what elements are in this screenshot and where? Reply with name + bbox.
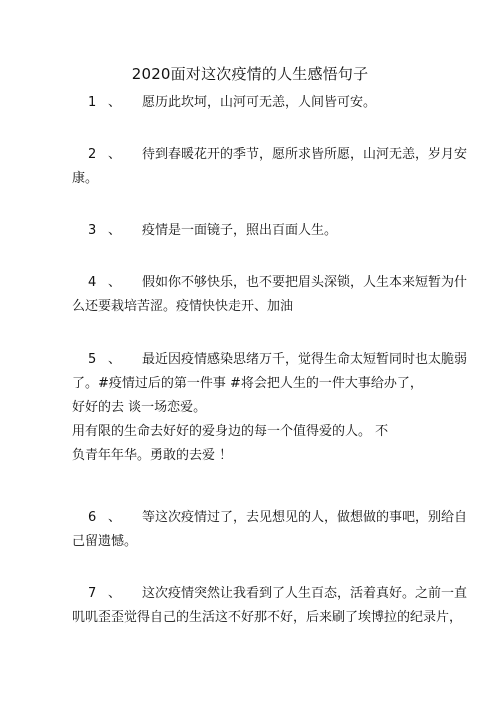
item-separator: 、 xyxy=(108,275,122,290)
list-item-7 xyxy=(72,582,468,630)
list-item-line xyxy=(72,91,432,115)
item-text: 己留遗憾。 xyxy=(72,534,138,549)
item-separator: 、 xyxy=(108,223,122,238)
item-text: 叽叽歪歪觉得自己的生活这不好那不好，后来刷了埃博拉的纪录片， xyxy=(72,610,463,625)
item-number: 4 xyxy=(88,275,97,290)
item-text: 好好的去 谈一场恋爱。 xyxy=(72,400,207,415)
item-number: 5 xyxy=(88,352,97,367)
list-item-4 xyxy=(72,271,468,319)
item-text: 了。#疫情过后的第一件事 #将会把人生的一件大事给办了， xyxy=(72,376,423,391)
list-item-line xyxy=(72,271,468,295)
item-text: 疫情是一面镜子，照出百面人生。 xyxy=(142,223,338,238)
list-item-line xyxy=(72,582,468,606)
list-item-3 xyxy=(72,219,432,243)
item-text: 假如你不够快乐，也不要把眉头深锁，人生本来短暂为什 xyxy=(142,275,468,290)
item-number: 6 xyxy=(88,510,97,525)
list-item-line xyxy=(72,143,468,167)
list-item-1 xyxy=(72,91,432,115)
item-separator: 、 xyxy=(108,586,122,601)
item-number: 1 xyxy=(88,95,97,110)
list-item-line xyxy=(72,506,468,530)
item-separator: 、 xyxy=(108,147,122,162)
item-number: 2 xyxy=(88,147,97,162)
list-item-line xyxy=(72,348,468,372)
item-text: 么还要栽培苦涩。疫情快快走开、加油 xyxy=(72,299,294,314)
item-separator: 、 xyxy=(108,95,122,110)
item-text: 负青年年华。勇敢的去爱 ！ xyxy=(72,448,233,463)
item-text: 康。 xyxy=(72,171,99,186)
item-text: 用有限的生命去好好的爱身边的每一个值得爱的人。 不 xyxy=(72,424,389,439)
page-title: 2020面对这次疫情的人生感悟句子 xyxy=(131,65,369,83)
item-text: 最近因疫情感染思绪万千，觉得生命太短暂同时也太脆弱 xyxy=(142,352,468,367)
list-item-2 xyxy=(72,143,468,191)
item-separator: 、 xyxy=(108,510,122,525)
item-number: 3 xyxy=(88,223,97,238)
list-item-line xyxy=(72,219,432,243)
item-text: 等这次疫情过了，去见想见的人，做想做的事吧，别给自 xyxy=(142,510,468,525)
item-text: 愿历此坎坷，山河可无恙，人间皆可安。 xyxy=(142,95,377,110)
list-item-6 xyxy=(72,506,468,554)
item-number: 7 xyxy=(88,586,97,601)
item-text: 这次疫情突然让我看到了人生百态，活着真好。之前一直 xyxy=(142,586,468,601)
item-separator: 、 xyxy=(108,352,122,367)
item-text: 待到春暖花开的季节，愿所求皆所愿，山河无恙，岁月安 xyxy=(142,147,468,162)
list-item-5 xyxy=(72,348,468,468)
